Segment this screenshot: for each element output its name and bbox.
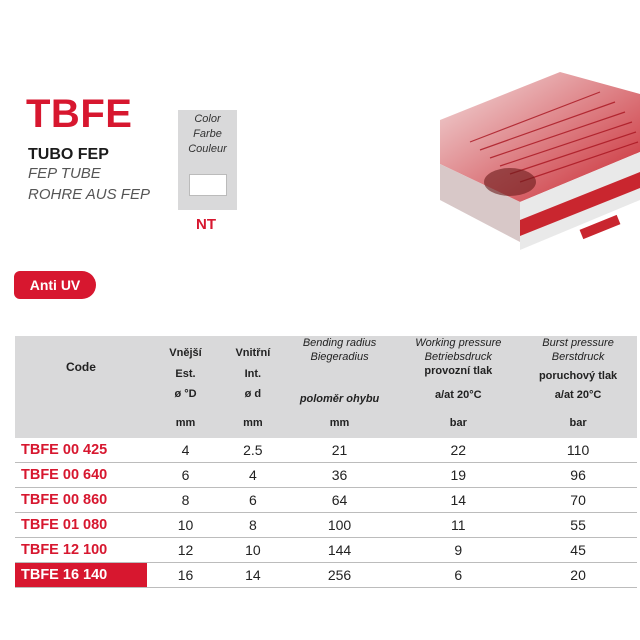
table-row: [15, 438, 637, 463]
header-text: a/at 20°C: [435, 389, 482, 401]
product-code-title: TBFE: [26, 92, 133, 136]
cell-work: 14: [397, 488, 519, 513]
cell-bend: 64: [282, 488, 398, 513]
header-text: poruchový tlak: [538, 370, 618, 382]
header-text: provozní tlak: [424, 365, 493, 377]
header-text: Biegeradius: [310, 351, 369, 363]
cell-burst: 110: [519, 438, 637, 463]
header-text: bar: [449, 417, 467, 429]
color-swatch: [189, 174, 227, 196]
header-text: Vnější: [169, 347, 202, 359]
product-box-image: [440, 72, 640, 277]
cell-bend: 36: [282, 463, 398, 488]
cell-inner: 6: [224, 488, 282, 513]
cell-work: 6: [397, 563, 519, 588]
header-code: [15, 336, 147, 438]
color-legend-box: [178, 110, 237, 210]
cell-work: 19: [397, 463, 519, 488]
cell-code: TBFE 01 080: [15, 513, 147, 538]
table-row: [15, 463, 637, 488]
header-inner-diameter: [224, 336, 282, 438]
color-label-de: Farbe: [193, 128, 222, 140]
cell-code: TBFE 16 140: [15, 563, 147, 588]
header-text: Est.: [175, 368, 196, 380]
cell-inner: 4: [224, 463, 282, 488]
table-row: [15, 513, 637, 538]
cell-inner: 8: [224, 513, 282, 538]
header-text: ø d: [244, 388, 262, 400]
header-text: a/at 20°C: [554, 389, 602, 401]
header-text: Int.: [244, 368, 262, 380]
header-burst-pressure: [519, 336, 637, 438]
header-text: poloměr ohybu: [299, 393, 380, 405]
cell-code: TBFE 00 860: [15, 488, 147, 513]
header-working-pressure: [397, 336, 519, 438]
cell-work: 11: [397, 513, 519, 538]
header-text: mm: [243, 417, 263, 429]
cell-code: TBFE 12 100: [15, 538, 147, 563]
cell-code: TBFE 00 425: [15, 438, 147, 463]
header-outer-diameter: [147, 336, 224, 438]
cell-outer: 8: [147, 488, 224, 513]
header-text: bar: [569, 417, 587, 429]
header-text: Berstdruck: [551, 351, 605, 363]
header-text: mm: [329, 417, 350, 429]
cell-burst: 55: [519, 513, 637, 538]
header-text: Code: [65, 360, 96, 374]
cell-burst: 45: [519, 538, 637, 563]
cell-inner: 10: [224, 538, 282, 563]
table-row-highlighted: [15, 563, 637, 588]
cell-burst: 96: [519, 463, 637, 488]
product-name-de: ROHRE AUS FEP: [28, 186, 150, 203]
cell-burst: 70: [519, 488, 637, 513]
cell-bend: 144: [282, 538, 398, 563]
cell-outer: 10: [147, 513, 224, 538]
cell-work: 9: [397, 538, 519, 563]
cell-outer: 16: [147, 563, 224, 588]
header-text: Bending radius: [302, 337, 377, 349]
color-value: NT: [196, 216, 216, 233]
header-text: Burst pressure: [542, 337, 614, 349]
specification-table: [15, 336, 637, 588]
table-row: [15, 538, 637, 563]
header-text: Betriebsdruck: [424, 351, 492, 363]
header-text: mm: [175, 417, 196, 429]
cell-work: 22: [397, 438, 519, 463]
cell-code: TBFE 00 640: [15, 463, 147, 488]
cell-burst: 20: [519, 563, 637, 588]
cell-outer: 12: [147, 538, 224, 563]
table-header-row: [15, 336, 637, 438]
cell-inner: 14: [224, 563, 282, 588]
table-row: [15, 488, 637, 513]
anti-uv-badge: Anti UV: [14, 271, 96, 299]
header-text: ø °D: [174, 388, 197, 400]
cell-outer: 6: [147, 463, 224, 488]
product-name-en: FEP TUBE: [28, 165, 101, 182]
product-name-cz: TUBO FEP: [28, 146, 109, 163]
header-bending-radius: [282, 336, 398, 438]
cell-inner: 2.5: [224, 438, 282, 463]
cell-bend: 21: [282, 438, 398, 463]
cell-bend: 256: [282, 563, 398, 588]
cell-outer: 4: [147, 438, 224, 463]
color-label-en: Color: [194, 113, 221, 125]
header-text: Vnitřní: [235, 347, 271, 359]
cell-bend: 100: [282, 513, 398, 538]
color-label-fr: Couleur: [188, 143, 227, 155]
header-text: Working pressure: [415, 337, 502, 349]
